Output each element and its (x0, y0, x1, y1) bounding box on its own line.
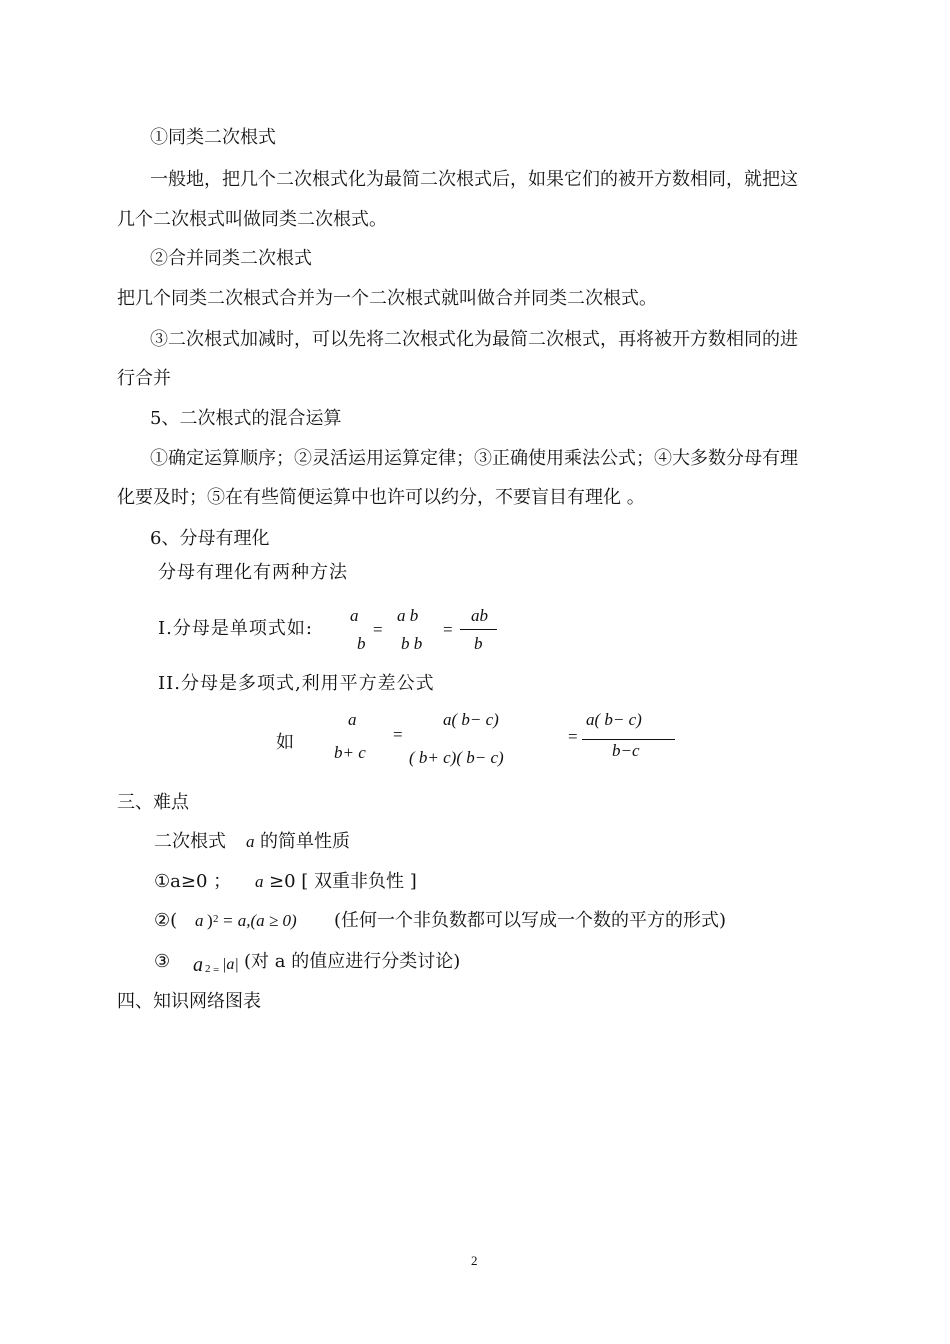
paragraph-text: 的简单性质 (260, 831, 350, 852)
equals-sign: = (213, 964, 220, 976)
property-two-text: (任何一个非负数都可以写成一个数的平方的形式) (334, 910, 727, 931)
fraction-denominator: b+ c (334, 743, 366, 762)
heading-rationalize: 6、分母有理化 (150, 528, 270, 549)
paragraph-line: 一般地，把几个二次根式化为最简二次根式后，如果它们的被开方数相同，就把这 (150, 169, 798, 190)
fraction-numerator: a( b− c) (586, 710, 642, 729)
method-one-label: I.分母是单项式如: (158, 618, 313, 639)
fraction-bar (582, 739, 675, 740)
fraction-denominator: b (474, 634, 483, 653)
fraction-numerator: a (348, 710, 357, 729)
property-three: ③ (154, 951, 171, 972)
fraction-numerator: a (350, 606, 359, 625)
page-number: 2 (471, 1253, 478, 1268)
math-variable: a (246, 832, 255, 851)
fraction-denominator: b (357, 634, 366, 653)
fraction-denominator: ( b+ c)( b− c) (409, 748, 504, 767)
math-variable: a (193, 954, 203, 976)
math-expression: = a,(a ≥ 0) (222, 911, 297, 930)
property-one-text: ≥0 [ 双重非负性 ] (269, 871, 417, 892)
fraction-denominator: b b (401, 634, 423, 653)
absolute-value: |a| (222, 956, 239, 973)
paragraph-line: 把几个同类二次根式合并为一个二次根式就叫做合并同类二次根式。 (117, 288, 657, 309)
paragraph-line: 行合并 (117, 368, 171, 389)
example-label: 如 (276, 732, 294, 753)
paragraph-text: 二次根式 (154, 831, 226, 852)
heading-mixed-operations: 5、二次根式的混合运算 (150, 408, 342, 429)
heading-difficulties: 三、难点 (117, 792, 189, 813)
heading-similar-radicals: ①同类二次根式 (150, 127, 276, 148)
paragraph-line: ①确定运算顺序；②灵活运用运算定律；③正确使用乘法公式；④大多数分母有理 (150, 448, 798, 469)
equals-sign: = (568, 727, 578, 746)
method-two-label: II.分母是多项式,利用平方差公式 (158, 673, 435, 694)
fraction-numerator: a b (397, 606, 419, 625)
paragraph-line: 几个二次根式叫做同类二次根式。 (117, 209, 387, 230)
fraction-bar (460, 629, 497, 630)
math-variable: a (255, 872, 264, 891)
paragraph-line: ③二次根式加减时，可以先将二次根式化为最简二次根式，再将被开方数相同的进 (150, 329, 798, 350)
math-variable: a (195, 911, 204, 930)
equals-sign: = (443, 620, 453, 639)
math-paren: ) (207, 911, 213, 930)
math-exponent: 2 (205, 963, 211, 975)
heading-knowledge-network: 四、知识网络图表 (117, 991, 261, 1012)
fraction-numerator: ab (471, 606, 488, 625)
heading-merge-radicals: ②合并同类二次根式 (150, 248, 312, 269)
property-three-text: (对 a 的值应进行分类讨论) (244, 951, 461, 972)
paragraph-line: 化要及时；⑤在有些简便运算中也许可以约分，不要盲目有理化 。 (117, 487, 645, 508)
fraction-numerator: a( b− c) (443, 710, 499, 729)
equals-sign: = (393, 725, 403, 744)
math-exponent: 2 (213, 913, 219, 925)
property-two: ②( (154, 910, 178, 931)
fraction-denominator: b−c (612, 741, 640, 760)
property-one: ①a≥0 ； (154, 871, 232, 892)
paragraph-line: 分母有理化有两种方法 (158, 562, 348, 583)
equals-sign: = (373, 620, 383, 639)
